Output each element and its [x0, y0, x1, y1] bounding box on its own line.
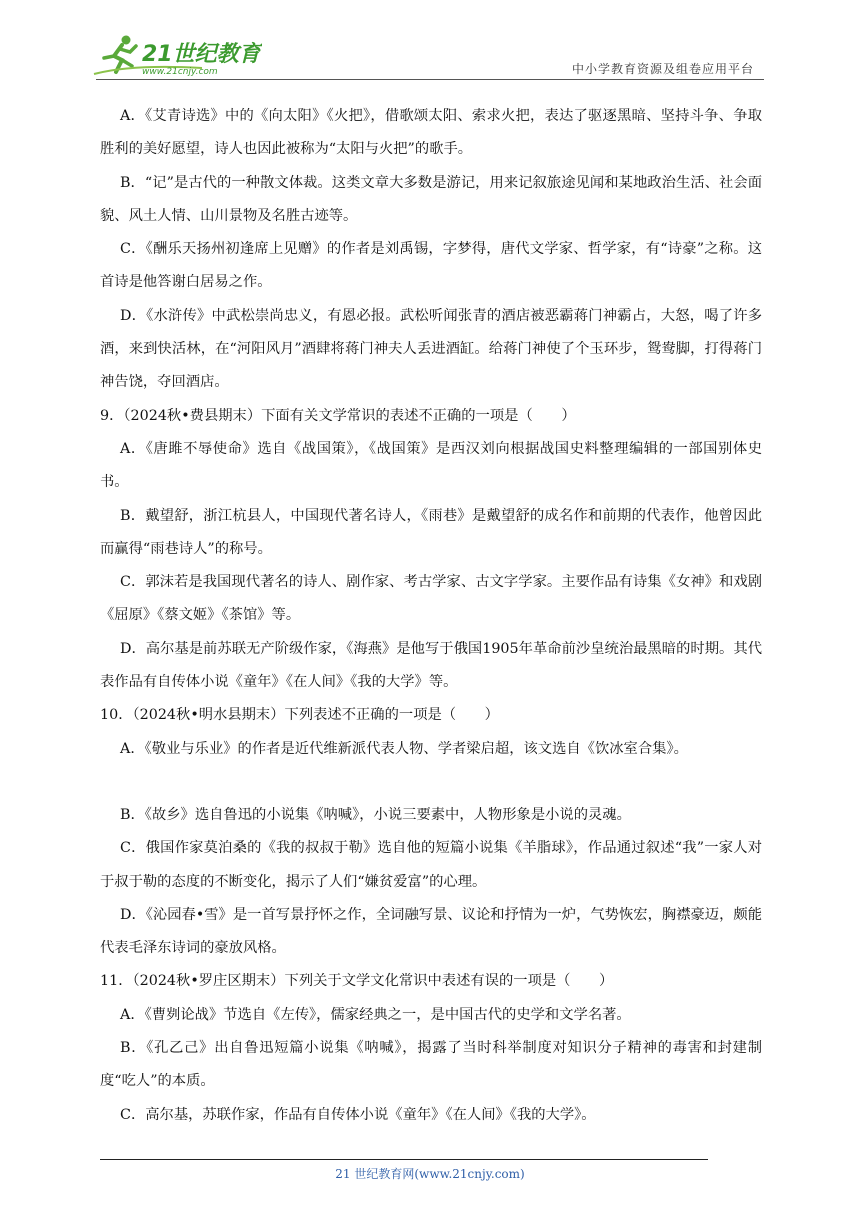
answer-option: D．高尔基是前苏联无产阶级作家，《海燕》是他写于俄国1905年革命前沙皇统治最黑暗的时期。其代表作品有自传体小说《童年》《在人间》《我的大学》等。: [100, 640, 762, 691]
question-stem: 10．（2024秋•明水县期末）下列表述不正确的一项是（ ）: [100, 707, 499, 724]
svg-text:www.21cnjy.com: www.21cnjy.com: [142, 67, 218, 77]
answer-option: D．《水浒传》中武松崇尚忠义，有恩必报。武松听闻张青的酒店被恶霸蒋门神霸占，大怒，喝了许多酒，来到快活林，在“河阳风月”酒肆将蒋门神夫人丢进酒缸。给蒋门神使了个玉环步，鸳鸯脚，打得蒋门神告饶，夺回酒店。: [100, 307, 762, 391]
answer-option: B．《故乡》选自鲁迅的小说集《呐喊》，小说三要素中，人物形象是小说的灵魂。: [120, 806, 631, 823]
question-content: [100, 100, 762, 1132]
footer-source: 21 世纪教育网(www.21cnjy.com): [335, 1167, 525, 1181]
platform-title: 中小学教育资源及组卷应用平台: [571, 62, 754, 76]
svg-text:21世纪教育: 21世纪教育: [142, 42, 261, 67]
answer-option: B．戴望舒，浙江杭县人，中国现代著名诗人，《雨巷》是戴望舒的成名作和前期的代表作，他曾因此而赢得“雨巷诗人”的称号。: [100, 507, 762, 557]
answer-option: A．《曹刿论战》节选自《左传》，儒家经典之一，是中国古代的史学和文学名著。: [120, 1006, 631, 1023]
footer-divider: [100, 1159, 708, 1160]
page-header: [0, 0, 860, 82]
answer-option: B．《孔乙己》出自鲁迅短篇小说集《呐喊》，揭露了当时科举制度对知识分子精神的毒害和封建制度“吃人”的本质。: [100, 1040, 762, 1090]
logo: [92, 34, 262, 78]
answer-option: C．俄国作家莫泊桑的《我的叔叔于勒》选自他的短篇小说集《羊脂球》，作品通过叙述“我”一家人对于叔于勒的态度的不断变化，揭示了人们“嫌贫爱富”的心理。: [100, 840, 762, 890]
blank-gap: [100, 766, 762, 799]
answer-option: A．《敬业与乐业》的作者是近代维新派代表人物、学者梁启超，该文选自《饮冰室合集》。: [120, 740, 688, 757]
answer-option: B．“记”是古代的一种散文体裁。这类文章大多数是游记，用来记叙旅途见闻和某地政治生活、社会面貌、风土人情、山川景物及名胜古迹等。: [100, 174, 762, 224]
logo-graphic: [92, 34, 262, 78]
answer-option: C．高尔基，苏联作家，作品有自传体小说《童年》《在人间》《我的大学》。: [120, 1106, 596, 1123]
question-stem: 11．（2024秋•罗庄区期末）下列关于文学文化常识中表述有误的一项是（ ）: [100, 973, 614, 990]
answer-option: A．《唐雎不辱使命》选自《战国策》，《战国策》是西汉刘向根据战国史料整理编辑的一部国别体史书。: [100, 440, 762, 491]
header-divider: [96, 79, 764, 80]
answer-option: C．《酬乐天扬州初逢席上见赠》的作者是刘禹锡，字梦得，唐代文学家、哲学家，有“诗豪”之称。这首诗是他答谢白居易之作。: [100, 241, 762, 291]
answer-option: C．郭沫若是我国现代著名的诗人、剧作家、考古学家、古文字学家。主要作品有诗集《女神》和戏剧《屈原》《蔡文姬》《茶馆》等。: [100, 574, 762, 624]
question-stem: 9．（2024秋•费县期末）下面有关文学常识的表述不正确的一项是（ ）: [100, 407, 576, 424]
answer-option: D．《沁园春•雪》是一首写景抒怀之作，全词融写景、议论和抒情为一炉，气势恢宏，胸襟豪迈，颇能代表毛泽东诗词的豪放风格。: [100, 906, 762, 957]
answer-option: A．《艾青诗选》中的《向太阳》《火把》，借歌颂太阳、索求火把，表达了驱逐黑暗、坚持斗争、争取胜利的美好愿望，诗人也因此被称为“太阳与火把”的歌手。: [100, 108, 762, 158]
